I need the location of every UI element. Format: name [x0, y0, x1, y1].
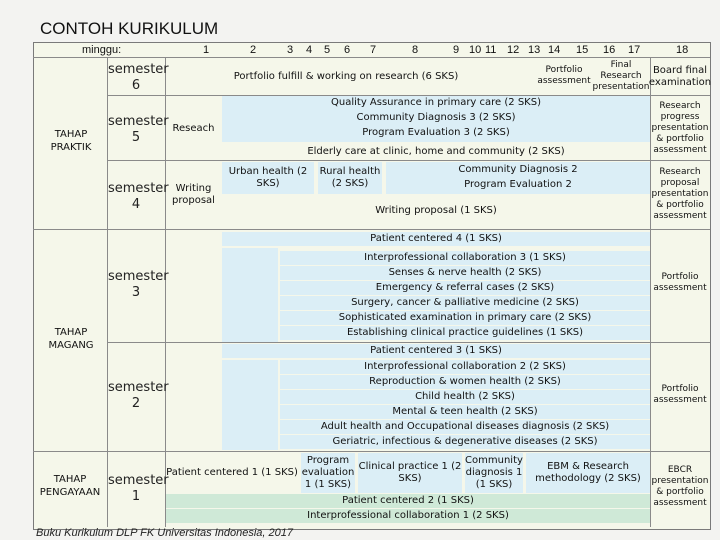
- week-number: 8: [412, 44, 419, 56]
- week-number: 13: [528, 44, 541, 56]
- qa-primary-care-block: Quality Assurance in primary care (2 SKS): [331, 97, 541, 108]
- urban-health-block: Urban health (2 SKS): [222, 162, 314, 194]
- week-number: 7: [370, 44, 377, 56]
- week-number: 12: [507, 44, 520, 56]
- sophisticated-exam-block: Sophisticated examination in primary care (2 SKS): [280, 311, 650, 325]
- ebcr-presentation-cell: EBCR presentation & portfolio assessment: [651, 465, 709, 508]
- community-diagnosis-3-block: Community Diagnosis 3 (2 SKS): [356, 112, 516, 123]
- writing-proposal-block: Writing proposal (1 SKS): [375, 205, 497, 216]
- divider: [33, 229, 710, 230]
- research-proposal-cell: Research proposal presentation & portfolio assessment: [651, 166, 709, 221]
- surgery-cancer-block: Surgery, cancer & palliative medicine (2 SKS): [280, 296, 650, 310]
- portfolio-assessment-s3-cell: Portfolio assessment: [653, 272, 707, 293]
- patient-centered-2-block: Patient centered 2 (1 SKS): [166, 494, 650, 508]
- rural-health-block: Rural health (2 SKS): [318, 162, 382, 194]
- phase-praktik: TAHAP PRAKTIK: [50, 129, 92, 153]
- week-number: 3: [287, 44, 294, 56]
- community-diagnosis-1-block: Community diagnosis 1 (1 SKS): [465, 453, 523, 493]
- semester-1-label: semester 1: [108, 473, 169, 504]
- adult-health-block: Adult health and Occupational diseases diagnosis (2 SKS): [280, 420, 650, 434]
- final-research-cell: Final Research presentation: [592, 59, 650, 92]
- week-number: 16: [603, 44, 616, 56]
- week-number: 18: [676, 44, 689, 56]
- week-number: 6: [344, 44, 351, 56]
- footer-citation: Buku Kurikulum DLP FK Universitas Indonesia, 2017: [36, 527, 293, 539]
- board-final-cell: Board final examination: [648, 65, 712, 88]
- week-number: 2: [250, 44, 257, 56]
- divider: [33, 451, 710, 452]
- program-evaluation-3-block: Program Evaluation 3 (2 SKS): [362, 127, 510, 138]
- ipc-1-block: Interprofessional collaboration 1 (2 SKS): [166, 509, 650, 523]
- reseach-cell: Reseach: [172, 122, 215, 134]
- child-health-block: Child health (2 SKS): [280, 390, 650, 404]
- blank-block: [222, 248, 278, 342]
- reproduction-block: Reproduction & women health (2 SKS): [280, 375, 650, 389]
- program-evaluation-2-block: Program Evaluation 2: [464, 179, 572, 190]
- patient-centered-1-block: Patient centered 1 (1 SKS): [166, 467, 298, 478]
- week-number: 9: [453, 44, 460, 56]
- portfolio-assessment-s2-cell: Portfolio assessment: [653, 384, 707, 405]
- semester-2-label: semester 2: [108, 380, 169, 411]
- community-diagnosis-2-block: Community Diagnosis 2: [458, 164, 578, 175]
- phase-magang: TAHAP MAGANG: [48, 327, 94, 351]
- week-number: 10: [469, 44, 482, 56]
- week-number: 4: [306, 44, 313, 56]
- page-title: CONTOH KURIKULUM: [40, 19, 219, 38]
- phase-pengayaan: TAHAP PENGAYAAN: [39, 474, 101, 498]
- geriatric-block: Geriatric, infectious & degenerative diseases (2 SKS): [280, 435, 650, 449]
- week-number: 17: [628, 44, 641, 56]
- week-number: 5: [324, 44, 331, 56]
- minggu-label: minggu:: [82, 44, 122, 56]
- mental-teen-block: Mental & teen health (2 SKS): [280, 405, 650, 419]
- semester-5-label: semester 5: [108, 114, 169, 145]
- emergency-referral-block: Emergency & referral cases (2 SKS): [280, 281, 650, 295]
- guidelines-block: Establishing clinical practice guidelines (1 SKS): [280, 326, 650, 340]
- divider: [107, 342, 710, 343]
- research-progress-cell: Research progress presentation & portfolio assessment: [651, 100, 709, 155]
- clinical-practice-1-block: Clinical practice 1 (2 SKS): [358, 453, 462, 493]
- divider: [107, 160, 710, 161]
- ipc-3-block: Interprofessional collaboration 3 (1 SKS): [280, 251, 650, 265]
- elderly-care-block: Elderly care at clinic, home and community (2 SKS): [307, 145, 565, 157]
- semester-3-label: semester 3: [108, 269, 169, 300]
- writing-proposal-left-cell: Writing proposal: [172, 183, 215, 206]
- week-number: 14: [548, 44, 561, 56]
- week-number: 15: [576, 44, 589, 56]
- patient-centered-4-block: Patient centered 4 (1 SKS): [222, 232, 650, 246]
- week-number: 11: [485, 44, 497, 56]
- program-evaluation-1-block: Program evaluation 1 (1 SKS): [301, 453, 355, 493]
- portfolio-assessment-cell: Portfolio assessment: [537, 65, 591, 86]
- portfolio-fulfill-block: Portfolio fulfill & working on research (6 SKS): [233, 71, 459, 82]
- ipc-2-block: Interprofessional collaboration 2 (2 SKS): [280, 360, 650, 374]
- week-number: 1: [203, 44, 210, 56]
- patient-centered-3-block: Patient centered 3 (1 SKS): [222, 344, 650, 358]
- ebm-research-block: EBM & Research methodology (2 SKS): [526, 453, 650, 493]
- semester-4-label: semester 4: [108, 181, 169, 212]
- blank-block: [222, 360, 278, 450]
- semester-6-label: semester 6: [108, 62, 169, 93]
- senses-nerve-block: Senses & nerve health (2 SKS): [280, 266, 650, 280]
